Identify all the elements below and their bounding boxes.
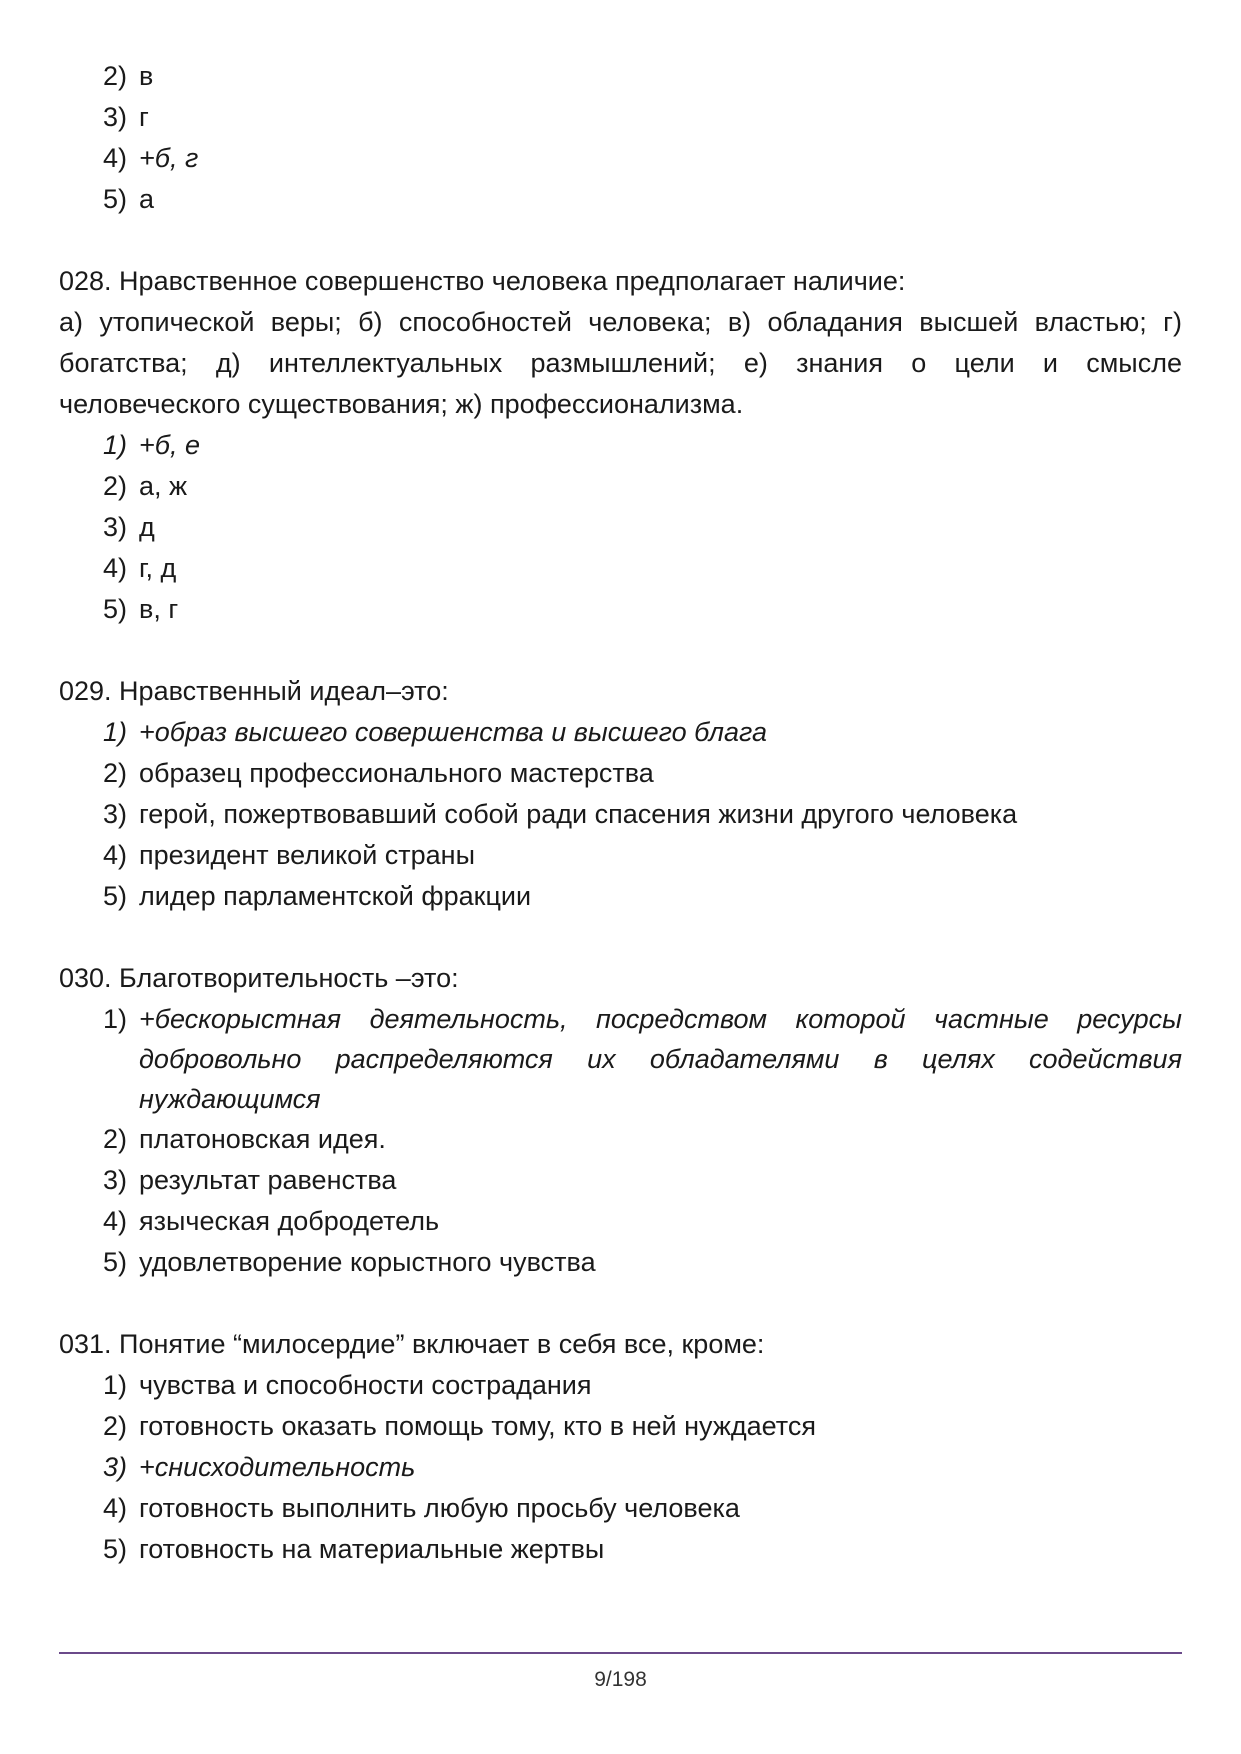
option-text: удовлетворение корыстного чувства <box>139 1247 596 1277</box>
option-text: д <box>139 512 155 542</box>
option-item <box>59 1242 1182 1283</box>
option-item <box>59 1119 1182 1160</box>
option-text: результат равенства <box>139 1165 397 1195</box>
option-text: +снисходительность <box>139 1452 416 1482</box>
option-item-correct <box>59 425 1182 466</box>
option-text: +б, г <box>139 143 199 173</box>
option-item <box>59 97 1182 138</box>
option-number: 2) <box>102 1124 127 1154</box>
option-text: готовность на материальные жертвы <box>139 1534 605 1564</box>
option-item <box>59 753 1182 794</box>
option-item-correct <box>59 712 1182 753</box>
question-030 <box>59 958 1182 1283</box>
option-item-correct <box>59 999 1182 1119</box>
option-text: +б, е <box>139 430 200 460</box>
option-text: +образ высшего совершенства и высшего блага <box>139 717 768 747</box>
option-text: чувства и способности сострадания <box>139 1370 592 1400</box>
option-text: г <box>139 102 149 132</box>
option-number: 1) <box>102 717 127 747</box>
option-text: платоновская идея. <box>139 1124 386 1154</box>
option-number: 5) <box>102 881 127 911</box>
option-text: герой, пожертвовавший собой ради спасения жизни другого человека <box>139 799 1018 829</box>
option-item <box>59 1488 1182 1529</box>
option-item <box>59 548 1182 589</box>
option-item <box>59 179 1182 220</box>
question-title: 030. Благотворительность –это: <box>59 963 459 993</box>
option-number: 4) <box>102 553 127 583</box>
option-number: 2) <box>102 471 127 501</box>
option-text: лидер парламентской фракции <box>139 881 532 911</box>
page-number: 9/198 <box>594 1668 647 1691</box>
option-number: 3) <box>102 102 127 132</box>
option-number: 3) <box>102 1452 127 1482</box>
option-text: готовность выполнить любую просьбу человека <box>139 1493 740 1523</box>
option-number: 4) <box>102 1206 127 1236</box>
option-number: 2) <box>102 758 127 788</box>
option-text: готовность оказать помощь тому, кто в ней нуждается <box>139 1411 816 1441</box>
option-text: в, г <box>139 594 179 624</box>
option-text: президент великой страны <box>139 840 475 870</box>
option-item <box>59 589 1182 630</box>
option-item <box>59 1406 1182 1447</box>
option-number: 5) <box>102 1247 127 1277</box>
option-number: 1) <box>102 1004 127 1034</box>
option-text: а <box>139 184 155 214</box>
option-text: а, ж <box>139 471 188 501</box>
option-number: 1) <box>102 430 127 460</box>
option-number: 2) <box>102 61 127 91</box>
option-number: 3) <box>102 1165 127 1195</box>
option-item <box>59 794 1182 835</box>
question-body: а) утопической веры; б) способностей человека; в) обладания высшей властью; г) богатства; д) интеллектуальных размышлений; е) знания о цели и смысле человеческого существования; ж) профессионализма. <box>59 307 1182 419</box>
option-number: 5) <box>102 1534 127 1564</box>
option-item-correct <box>59 1447 1182 1488</box>
option-item <box>59 1160 1182 1201</box>
option-number: 3) <box>102 799 127 829</box>
prev-question-options <box>59 56 1182 220</box>
option-text: г, д <box>139 553 177 583</box>
question-029 <box>59 671 1182 917</box>
option-text: в <box>139 61 154 91</box>
option-text: языческая добродетель <box>139 1206 440 1236</box>
option-number: 4) <box>102 143 127 173</box>
option-item <box>59 466 1182 507</box>
question-title: 029. Нравственный идеал–это: <box>59 676 449 706</box>
question-title: 031. Понятие “милосердие” включает в себя все, кроме: <box>59 1329 765 1359</box>
option-text: образец профессионального мастерства <box>139 758 654 788</box>
option-text: +бескорыстная деятельность, посредством которой частные ресурсы добровольно распределяются их обладателями в целях содействия нуждающимся <box>139 1004 1182 1114</box>
option-number: 4) <box>102 1493 127 1523</box>
document-page <box>59 56 1182 1570</box>
question-title: 028. Нравственное совершенство человека предполагает наличие: <box>59 266 906 296</box>
option-number: 5) <box>102 594 127 624</box>
option-item <box>59 1201 1182 1242</box>
option-number: 4) <box>102 840 127 870</box>
footer-divider <box>59 1652 1182 1654</box>
option-item <box>59 1365 1182 1406</box>
option-number: 5) <box>102 184 127 214</box>
option-number: 2) <box>102 1411 127 1441</box>
question-031 <box>59 1324 1182 1570</box>
option-item <box>59 876 1182 917</box>
option-number: 3) <box>102 512 127 542</box>
option-item-correct <box>59 138 1182 179</box>
question-028 <box>59 261 1182 630</box>
option-item <box>59 56 1182 97</box>
option-item <box>59 507 1182 548</box>
option-item <box>59 1529 1182 1570</box>
option-number: 1) <box>102 1370 127 1400</box>
option-item <box>59 835 1182 876</box>
